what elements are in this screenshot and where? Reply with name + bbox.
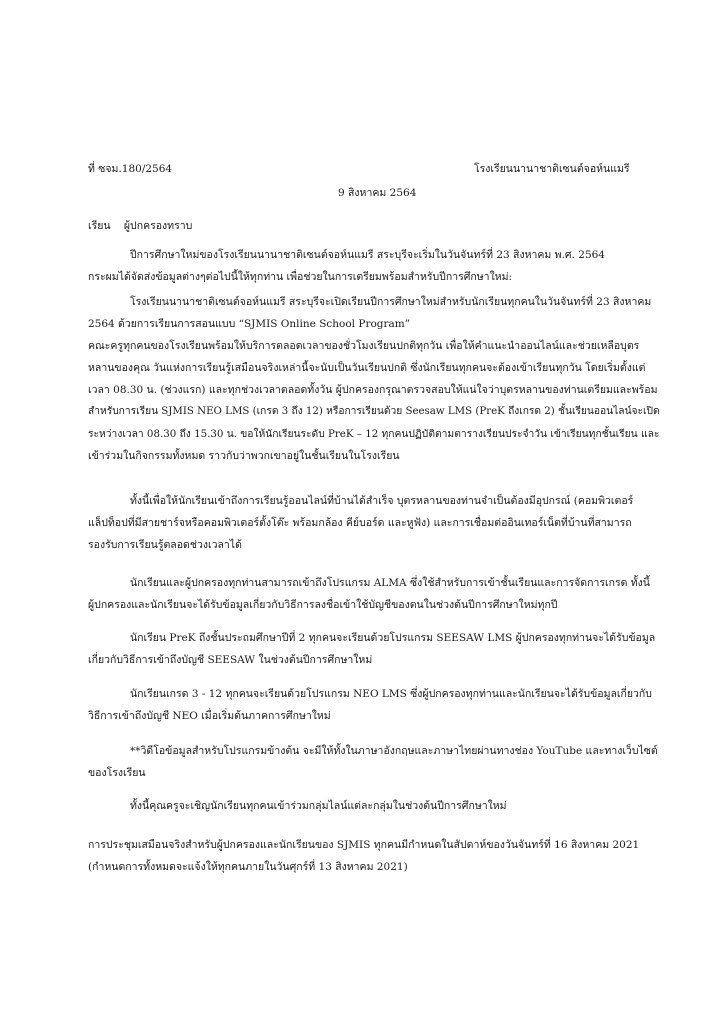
paragraph-6: [88, 683, 652, 727]
paragraph-line: ระหว่างเวลา 08.30 ถึง 15.30 น. ขอให้นักเรียนระดับ PreK – 12 ทุกคนปฏิบัติตามตารางเรียนประจำวัน เข้าเรียนทุกชั้นเรียน และ: [88, 428, 660, 440]
paragraph-line: ปีการศึกษาใหม่ของโรงเรียนนานาชาติเซนต์จอห์นแมรี สระบุรีจะเริ่มในวันจันทร์ที่ 23 สิงหาคม พ.ศ. 2564: [130, 249, 605, 261]
reference-number: ที่ ซจม.180/2564: [88, 163, 173, 175]
paragraph-4: [88, 572, 648, 616]
paragraph-3: [88, 490, 648, 556]
paragraph-line: เข้าร่วมในกิจกรรมทั้งหมด ราวกับว่าพวกเขาอยู่ในชั้นเรียนในโรงเรียน: [88, 450, 400, 462]
paragraph-line: สำหรับการเรียน SJMIS NEO LMS (เกรด 3 ถึง 12) หรือการเรียนด้วย Seesaw LMS (PreK ถึงเกรด 2) ชั้นเรียนออนไลน์จะเปิด: [88, 406, 660, 417]
paragraph-2: [88, 291, 660, 467]
paragraph-line: คณะครูทุกคนของโรงเรียนพร้อมให้บริการตลอดเวลาของชั่วโมงเรียนปกติทุกวัน เพื่อให้คำแนะนำออนไลน์และช่วยเหลือบุตร: [88, 340, 640, 352]
salutation: เรียน ผู้ปกครองทราบ: [88, 220, 193, 232]
letter-date: 9 สิงหาคม 2564: [338, 187, 417, 199]
paragraph-1: [88, 244, 648, 288]
paragraph-line: แล็ปท็อปที่มีสายชาร์จหรือคอมพิวเตอร์ตั้งโต๊ะ พร้อมกล้อง คีย์บอร์ด และหูฟัง) และการเชื่อมต่ออินเทอร์เน็ตที่บ้านที่สามารถ: [88, 517, 632, 529]
paragraph-9: [88, 834, 648, 878]
paragraph-line: วิธีการเข้าถึงบัญชี NEO เมื่อเริ่มต้นภาคการศึกษาใหม่: [88, 710, 331, 722]
paragraph-line: **วิดีโอข้อมูลสำหรับโปรแกรมข้างต้น จะมีให้ทั้งในภาษาอังกฤษและภาษาไทยผ่านทางช่อง YouTube และทางเว็บไซต์: [130, 745, 658, 757]
paragraph-7: [88, 740, 658, 784]
paragraph-line: นักเรียนและผู้ปกครองทุกท่านสามารถเข้าถึงโปรแกรม ALMA ซึ่งใช้สำหรับการเข้าชั้นเรียนและการจัดการเกรด ทั้งนี้: [130, 577, 650, 589]
paragraph-line: ทั้งนี้เพื่อให้นักเรียนเข้าถึงการเรียนรู้ออนไลน์ที่บ้านได้สำเร็จ บุตรหลานของท่านจำเป็นต้องมีอุปกรณ์ (คอมพิวเตอร์: [130, 495, 634, 507]
paragraph-line: ทั้งนี้คุณครูจะเชิญนักเรียนทุกคนเข้าร่วมกลุ่มไลน์แต่ละกลุ่มในช่วงต้นปีการศึกษาใหม่: [130, 800, 507, 812]
paragraph-line: กระผมได้จัดส่งข้อมูลต่างๆต่อไปนี้ให้ทุกท่าน เพื่อช่วยในการเตรียมพร้อมสำหรับปีการศึกษาใหม่:: [88, 271, 513, 283]
paragraph-line: การประชุมเสมือนจริงสำหรับผู้ปกครองและนักเรียนของ SJMIS ทุกคนมีกำหนดในสัปดาห์ของวันจันทร์ที่ 16 สิงหาคม 2021: [88, 839, 640, 851]
paragraph-line: เกี่ยวกับวิธีการเข้าถึงบัญชี SEESAW ในช่วงต้นปีการศึกษาใหม่: [88, 654, 373, 666]
paragraph-line: ผู้ปกครองและนักเรียนจะได้รับข้อมูลเกี่ยวกับวิธีการลงชื่อเข้าใช้บัญชีของตนในช่วงต้นปีการศึกษาใหม่ทุกปี: [88, 599, 558, 611]
paragraph-line: นักเรียนเกรด 3 - 12 ทุกคนจะเรียนด้วยโปรแกรม NEO LMS ซึ่งผู้ปกครองทุกท่านและนักเรียนจะได้รับข้อมูลเกี่ยวกับ: [130, 688, 652, 700]
paragraph-5: [88, 627, 656, 671]
paragraph-line: รองรับการเรียนรู้ตลอดช่วงเวลาได้: [88, 539, 242, 551]
paragraph-line: 2564 ด้วยการเรียนการสอนแบบ “SJMIS Online School Program”: [88, 318, 411, 330]
paragraph-line: ของโรงเรียน: [88, 767, 146, 779]
school-name: โรงเรียนนานาชาติเซนต์จอห์นแมรี: [474, 163, 630, 175]
paragraph-line: เวลา 08.30 น. (ช่วงแรก) และทุกช่วงเวลาตลอดทั้งวัน ผู้ปกครองกรุณาตรวจสอบให้แน่ใจว่าบุตรหลานของท่านเตรียมและพร้อม: [88, 384, 658, 396]
paragraph-line: (กำหนดการทั้งหมดจะแจ้งให้ทุกคนภายในวันศุกร์ที่ 13 สิงหาคม 2021): [88, 861, 408, 873]
paragraph-line: หลานของคุณ วันแห่งการเรียนรู้เสมือนจริงเหล่านี้จะนับเป็นวันเรียนปกติ ซึ่งนักเรียนทุกคนจะต้องเข้าเรียนทุกวัน โดยเริ่มตั้งแต่: [88, 362, 646, 374]
paragraph-line: โรงเรียนนานาชาติเซนต์จอห์นแมรี สระบุรีจะเปิดเรียนปีการศึกษาใหม่สำหรับนักเรียนทุกคนในวันจันทร์ที่ 23 สิงหาคม: [130, 296, 652, 308]
paragraph-8: [88, 795, 648, 817]
paragraph-line: นักเรียน PreK ถึงชั้นประถมศึกษาปีที่ 2 ทุกคนจะเรียนด้วยโปรแกรม SEESAW LMS ผู้ปกครองทุกท่านจะได้รับข้อมูล: [130, 632, 656, 644]
